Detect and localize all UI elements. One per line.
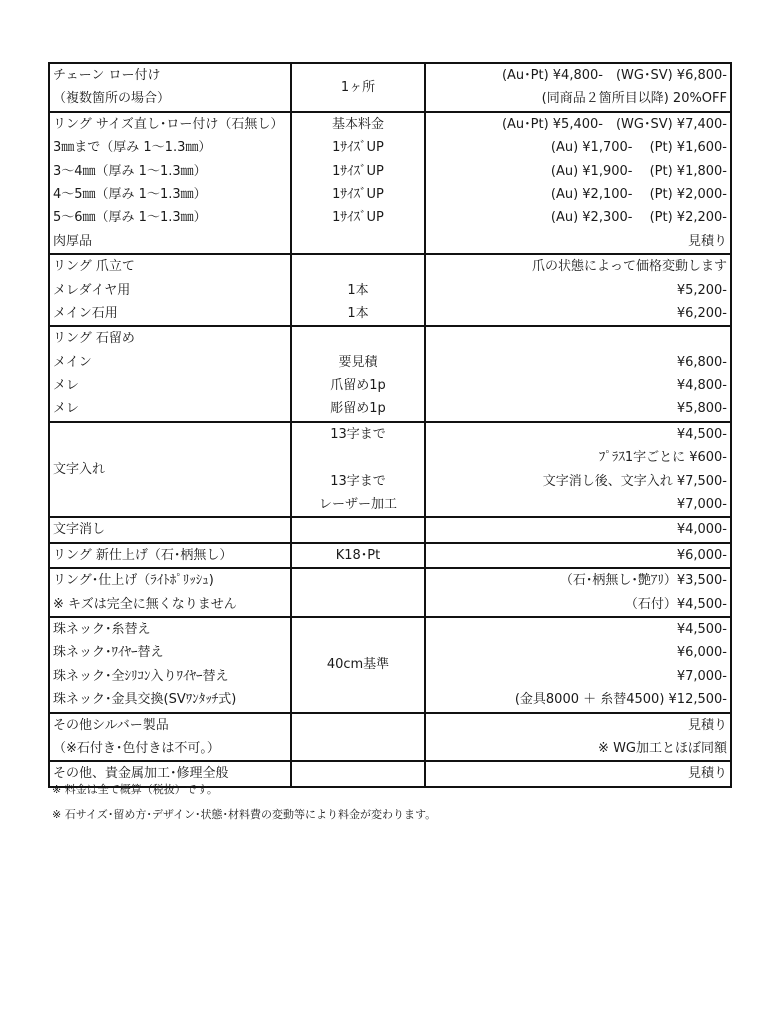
- qty-line: 1ｻｲｽﾞUP: [332, 140, 384, 156]
- item-line: 4～5㎜（厚み 1～1.3㎜）: [53, 186, 207, 202]
- row-ring-refinish: [49, 543, 731, 568]
- qty-line: 1ｻｲｽﾞUP: [332, 210, 384, 226]
- price-cell: [425, 254, 731, 326]
- price-cell: [425, 422, 731, 518]
- item-cell: [49, 713, 291, 762]
- qty-cell: [291, 63, 425, 112]
- item-line: 肉厚品: [53, 233, 93, 249]
- price-line: (Au) ¥1,700- (Pt) ¥1,600-: [550, 140, 727, 156]
- price-line: （石･柄無し･艶ｱﾘ）¥3,500-: [559, 573, 727, 589]
- price-line: 文字消し後、文字入れ ¥7,500-: [542, 473, 727, 489]
- item-line: 文字消し: [53, 522, 106, 538]
- qty-cell: [291, 517, 425, 542]
- qty-line: 40cm基準: [326, 657, 390, 673]
- qty-line: K18･Pt: [335, 547, 381, 563]
- item-line: 珠ネック･金具交換(SVﾜﾝﾀｯﾁ式): [53, 692, 237, 708]
- item-cell: [49, 568, 291, 617]
- item-line: （複数箇所の場合）: [53, 91, 171, 107]
- price-line: ¥6,200-: [676, 305, 727, 321]
- item-line: メイン石用: [53, 305, 118, 321]
- item-line: その他、貴金属加工･修理全般: [53, 766, 229, 782]
- qty-line: 要見積: [338, 354, 378, 370]
- item-line: 珠ネック･ﾜｲﾔｰ替え: [53, 645, 164, 661]
- item-line: チェーン ロー付け: [53, 68, 161, 83]
- qty-cell: [291, 543, 425, 568]
- qty-cell: [291, 422, 425, 518]
- qty-line: 1ｻｲｽﾞUP: [332, 163, 384, 179]
- price-line: ¥5,800-: [676, 401, 727, 417]
- price-line: ¥5,200-: [676, 282, 727, 298]
- item-cell: [49, 112, 291, 254]
- item-line: メイン: [53, 354, 92, 370]
- price-line: (Au･Pt) ¥4,800- (WG･SV) ¥6,800-: [501, 68, 727, 83]
- price-line: (Au) ¥2,300- (Pt) ¥2,200-: [550, 210, 727, 226]
- qty-line: [295, 446, 421, 469]
- qty-line: 爪留め1p: [330, 378, 386, 394]
- item-line: リング 石留め: [53, 331, 135, 347]
- price-line: ¥7,000-: [676, 497, 727, 513]
- price-line: (金具8000 ＋ 糸替4500) ¥12,500-: [514, 692, 727, 708]
- item-line: リング サイズ直し･ロー付け（石無し）: [53, 116, 284, 132]
- row-ring-prong: [49, 254, 731, 326]
- price-cell: [425, 761, 731, 786]
- item-line: リング 爪立て: [53, 259, 135, 275]
- item-line: メレ: [53, 378, 80, 394]
- price-line: ¥7,000-: [676, 668, 727, 684]
- note-tax: ※ 料金は全て概算（税抜）です。: [52, 783, 218, 796]
- price-cell: [425, 326, 731, 422]
- qty-line: 13字まで: [330, 426, 386, 442]
- notes: [52, 780, 436, 830]
- price-line: ¥4,800-: [676, 378, 727, 394]
- price-cell: [425, 63, 731, 112]
- row-ring-stone-setting: [49, 326, 731, 422]
- item-cell: [49, 63, 291, 112]
- item-line: 3～4㎜（厚み 1～1.3㎜）: [53, 163, 207, 179]
- qty-line: 1本: [347, 282, 369, 298]
- item-line: 5～6㎜（厚み 1～1.3㎜）: [53, 210, 207, 226]
- qty-line: [295, 581, 421, 604]
- item-cell: [49, 422, 291, 518]
- qty-line: [295, 327, 421, 350]
- price-cell: [425, 617, 731, 713]
- qty-line: 基本料金: [331, 116, 384, 132]
- price-line: 見積り: [687, 233, 727, 249]
- item-line: メレダイヤ用: [53, 282, 131, 298]
- qty-line: レーザー加工: [318, 497, 397, 513]
- qty-line: [295, 230, 421, 253]
- row-ring-polish: [49, 568, 731, 617]
- item-cell: [49, 517, 291, 542]
- price-line: ¥4,500-: [676, 621, 727, 637]
- price-line: (同商品２箇所目以降) 20%OFF: [541, 91, 727, 107]
- price-cell: [425, 543, 731, 568]
- qty-cell: [291, 617, 425, 713]
- item-cell: [49, 543, 291, 568]
- price-line: （石付）¥4,500-: [624, 596, 727, 612]
- price-table-body: [49, 63, 731, 787]
- row-engraving-removal: [49, 517, 731, 542]
- row-pearl-necklace: [49, 617, 731, 713]
- qty-line: 彫留め1p: [330, 401, 386, 417]
- note-price-variation: ※ 石サイズ･留め方･デザイン･状態･材料費の変動等により料金が変わります。: [52, 808, 437, 821]
- qty-cell: [291, 326, 425, 422]
- row-engraving: [49, 422, 731, 518]
- price-cell: [425, 713, 731, 762]
- price-line: ¥6,000-: [676, 547, 727, 563]
- price-cell: [425, 568, 731, 617]
- item-line: メレ: [53, 401, 80, 417]
- price-line: (Au) ¥1,900- (Pt) ¥1,800-: [550, 163, 727, 179]
- item-line: その他シルバー製品: [53, 717, 169, 733]
- price-line: (Au･Pt) ¥5,400- (WG･SV) ¥7,400-: [501, 116, 727, 132]
- item-line: 3㎜まで（厚み 1～1.3㎜）: [53, 140, 212, 156]
- qty-cell: [291, 254, 425, 326]
- qty-line: [295, 725, 421, 748]
- price-table: [48, 62, 732, 788]
- qty-cell: [291, 568, 425, 617]
- price-line: 見積り: [687, 717, 727, 733]
- qty-cell: [291, 112, 425, 254]
- price-line: [429, 327, 727, 350]
- item-line: リング 新仕上げ（石･柄無し）: [53, 547, 233, 563]
- price-line: ※ WG加工とほぼ同額: [598, 740, 727, 756]
- qty-line: 1ｻｲｽﾞUP: [332, 186, 384, 202]
- row-silver-products: [49, 713, 731, 762]
- price-cell: [425, 112, 731, 254]
- item-line: リング･仕上げ（ﾗｲﾄﾎﾟﾘｯｼｭ): [53, 573, 214, 589]
- item-line: 珠ネック･全ｼﾘｺﾝ入りﾜｲﾔｰ替え: [53, 668, 229, 684]
- price-line: 見積り: [687, 766, 727, 782]
- price-line: ﾌﾟﾗｽ1字ごとに ¥600-: [598, 450, 727, 466]
- item-cell: [49, 617, 291, 713]
- price-line: (Au) ¥2,100- (Pt) ¥2,000-: [550, 186, 727, 202]
- price-line: ¥4,000-: [676, 522, 727, 538]
- item-cell: [49, 254, 291, 326]
- price-line: ¥6,000-: [676, 645, 727, 661]
- qty-line: 1ヶ所: [340, 79, 376, 95]
- qty-line: 13字まで: [330, 473, 386, 489]
- item-line: 文字入れ: [53, 461, 106, 477]
- qty-line: [295, 518, 421, 541]
- row-chain-solder: [49, 63, 731, 112]
- item-line: （※石付き･色付きは不可。）: [53, 740, 220, 756]
- price-line: ¥4,500-: [676, 426, 727, 442]
- item-cell: [49, 326, 291, 422]
- qty-line: 1本: [347, 305, 369, 321]
- qty-line: [295, 255, 421, 278]
- item-line: ※ キズは完全に無くなりません: [53, 596, 237, 612]
- item-line: 珠ネック･糸替え: [53, 621, 151, 637]
- row-ring-resize: [49, 112, 731, 254]
- price-line: ¥6,800-: [676, 354, 727, 370]
- price-cell: [425, 517, 731, 542]
- qty-cell: [291, 713, 425, 762]
- price-line: 爪の状態によって価格変動します: [531, 259, 727, 275]
